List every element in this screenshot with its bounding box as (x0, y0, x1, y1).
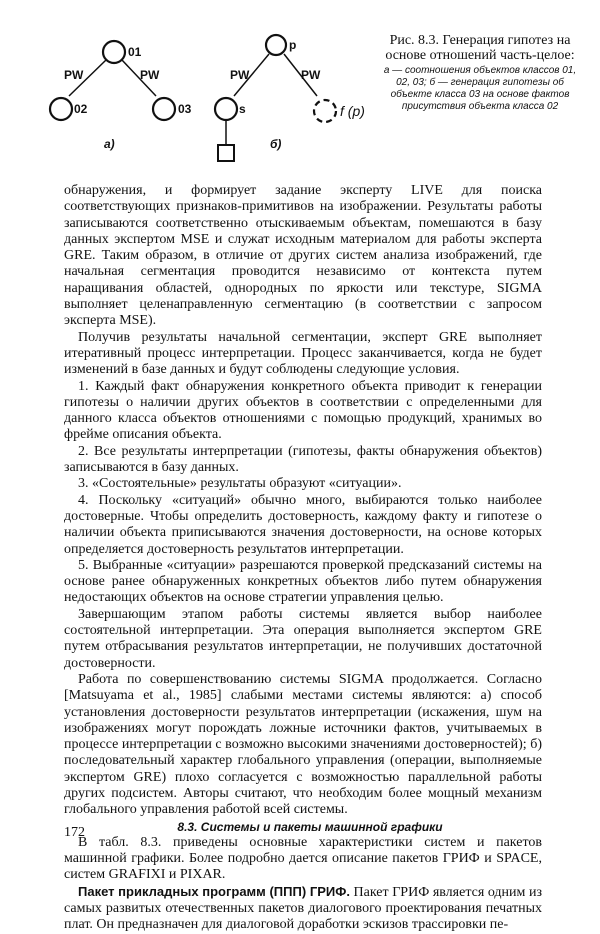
figure-8-3 (0, 0, 600, 185)
section-intro: В табл. 8.3. приведены основные характеристики систем и пакетов машинной графики. Более подробно дается описание пакетов ГРИФ и SPACE, систем GRAFIXI и PIXAR. (64, 834, 542, 883)
node-03-circle (153, 98, 175, 120)
figure-caption-title: Рис. 8.3. Генерация гипотез на основе отношений часть-целое: (385, 33, 575, 63)
node-01-circle (103, 41, 125, 63)
source-box (218, 145, 234, 161)
body-text (64, 183, 542, 934)
node-02-circle (50, 98, 72, 120)
edge-label-pw-2: PW (140, 68, 160, 82)
node-s-label: s (239, 102, 246, 116)
node-f-label: f (p) (340, 103, 365, 119)
paragraph-7: 5. Выбранные «ситуации» разрешаются проверкой предсказаний системы на основе ранее обнаруженных конкретных объектов либо путем обнаружения недостающих объектов на основе стратегии управления целью. (64, 557, 542, 606)
paragraph-8: Завершающим этапом работы системы является выбор наиболее состоятельной интерпретации. Эта операция выполняется экспертом GRE путем отбрасывания результатов интерпретации, не получивших достаточной достоверности. (64, 606, 542, 671)
paragraph-1: обнаружения, и формирует задание эксперту LIVE для поиска соответствующих признаков-примитивов на изображении. Результаты работы записываются соответственно отыскиваемым объектам, помешаются в базу данных экспертом MSE и служат исходным материалом для работы эксперта GRE. Таким образом, в отличие от других систем анализа изображений, где начальная сегментация проводится независимо от контекста путем наращивания областей, однородных по яркости или текстуре, SIGMA выполняет целенаправленную сегментацию (в соответствии с запросом эксперта MSE). (64, 183, 542, 329)
paragraph-4: 2. Все результаты интерпретации (гипотезы, факты обнаружения объектов) записываются в базу данных. (64, 443, 542, 476)
section-heading: 8.3. Системы и пакеты машинной графики (177, 819, 443, 834)
paragraph-5: 3. «Состоятельные» результаты образуют «ситуации». (78, 476, 402, 492)
edge-label-pw-1: PW (64, 68, 84, 82)
paragraph-9: Работа по совершенствованию системы SIGMA продолжается. Согласно [Matsuyama et al., 1985] слабыми местами системы являются: а) способ установления достоверности результатов интерпретации (искажения, шум на изображениях могут порождать ложные источники фактов, учитываемых в процессе интерпретации с возможно высокими значениями достоверностей); б) последовательный характер глобального управления (операции, выполняемые экспертом GRE) плохо согласуется с возможностью параллельной работы других подсистем. Авторы считают, что необходим более мощный механизм глобального управления работой всей системы. (64, 671, 542, 818)
node-s-circle (215, 98, 237, 120)
paragraph-2: Получив результаты начальной сегментации, эксперт GRE выполняет итеративный процесс интерпретации. Процесс заканчивается, когда не будет изменений в базе данных и будут соблюдены следующие условия. (64, 329, 542, 378)
figure-caption (380, 33, 580, 113)
page-number: 172 (64, 825, 85, 840)
diagram-b-sublabel: б) (270, 137, 282, 151)
paragraph-6: 4. Поскольку «ситуаций» обычно много, выбираются только наиболее достоверные. Чтобы определить достоверность, каждому факту и гипотезе о наличии объекта приписываются значения достоверности, на основе которых определяется достоверность результатов интерпретации. (64, 492, 542, 557)
node-02-label: 02 (74, 102, 88, 116)
figure-caption-legend: а — соотношения объектов классов 01, 02, 03; б — генерация гипотезы об объекте класса 03 на основе фактов присутствия объекта класса 02 (383, 65, 577, 112)
node-p-label: p (289, 38, 297, 52)
section-lead-paragraph (64, 884, 542, 934)
paragraph-3: 1. Каждый факт обнаружения конкретного объекта приводит к генерации гипотезы о наличии других объектов в соответствии с определенными для данного класса объектов отношениями с помощью продукций, хранимых во фрейме описания объекта. (64, 378, 542, 443)
edge-label-pw-4: PW (301, 68, 321, 82)
node-p-circle (266, 35, 286, 55)
edge-label-pw-3: PW (230, 68, 250, 82)
node-f-circle-dashed (314, 100, 336, 122)
section-lead-rest: Пакет ГРИФ является одним из самых развитых отечественных пакетов диалогового проектирования печатных плат. Он предназначен для диалоговой доработки эскизов трассировки пе- (64, 884, 542, 933)
figure-diagrams (0, 0, 380, 185)
diagram-a-sublabel: а) (104, 137, 115, 151)
section-lead-bold: Пакет прикладных программ (ППП) ГРИФ. (78, 883, 350, 899)
node-03-label: 03 (178, 102, 192, 116)
node-01-label: 01 (128, 45, 142, 59)
